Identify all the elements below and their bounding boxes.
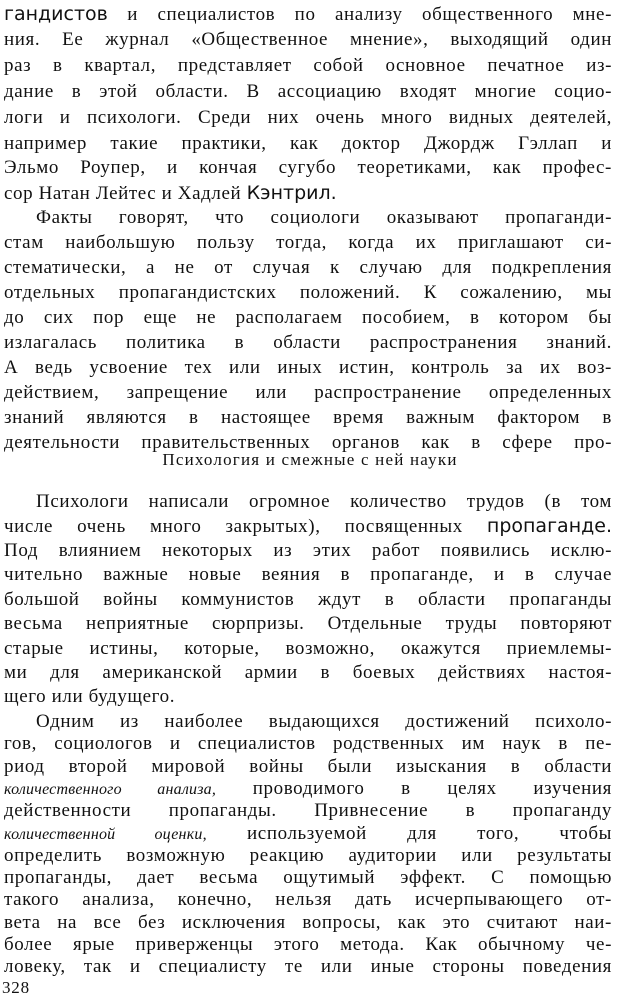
text-line: гов, социологов и специалистов родственных им наук в пе- (4, 733, 612, 755)
text-line: действием, запрещение или распространение определенных (4, 382, 612, 403)
text-line: определить возможную реакцию аудитории или результаты (4, 844, 612, 866)
text-line: знаний являются в настоящее время важным фактором в (4, 407, 612, 428)
text-line: до сих пор еще не располагаем пособием, в котором бы (4, 307, 612, 328)
text-line: Под влиянием некоторых из этих работ появились исклю- (4, 540, 612, 561)
text-line (4, 822, 612, 846)
text-line: Психологи написали огромное количество трудов (в том (36, 491, 612, 512)
text-line (4, 2, 612, 26)
text-fragment: сор Натан Лейтес и Хадлей (4, 183, 247, 204)
text-line: щего или будущего. (4, 686, 176, 707)
text-line: А ведь усвоение тех или иных истин, контроль за их воз- (4, 357, 612, 378)
text-fragment: проводимого в целях изучения (216, 777, 612, 799)
text-line: раз в квартал, представляет собой основное печатное из- (4, 55, 612, 76)
text-line: чительно важные новые веяния в пропаганде, и в случае (4, 564, 612, 585)
text-line: более ярые приверженцы этого метода. Как обычному че- (4, 934, 612, 955)
section-heading: Психология и смежные с ней науки (162, 450, 458, 469)
text-line: деятельности правительственных органов как в сфере про- (4, 432, 612, 453)
text-line: Эльмо Роупер, и кончая сугубо теоретиками, как профес- (4, 157, 612, 178)
text-line: отдельных пропагандистских положений. К сожалению, мы (4, 282, 612, 303)
text-fragment: числе очень много закрытых), посвященных (4, 516, 487, 537)
text-line: логи и психологи. Среди них очень много видных деятелей, (4, 107, 612, 128)
text-line: большой войны коммунистов ждут в области пропаганды (4, 589, 612, 610)
text-line: стам наибольшую пользу тогда, когда их приглашают си- (4, 232, 612, 253)
text-line (4, 777, 612, 801)
text-line: такого анализа, конечно, нельзя дать исчерпывающего от- (4, 889, 612, 911)
text-line: стематически, а не от случая к случаю для подкрепления (4, 257, 612, 278)
text-line: пропаганды, дает весьма ощутимый эффект. С помощью (4, 867, 612, 889)
text-line: вета на все без исключения вопросы, как это считают наи- (4, 911, 612, 933)
text-line: ловеку, так и специалисту те или иные стороны поведения (4, 956, 612, 978)
text-line: Одним из наиболее выдающихся достижений психоло- (36, 711, 612, 732)
text-fragment-large: гандистов (4, 3, 108, 25)
italic-term: количественного анализа, (4, 780, 217, 798)
text-line: например такие практики, как доктор Джордж Гэллап и (4, 133, 612, 154)
text-line (4, 181, 612, 205)
text-line: дание в этой области. В ассоциацию входят многие социо- (4, 81, 612, 102)
italic-term: количественной оценки, (4, 825, 207, 843)
text-fragment-large: Кэнтрил. (246, 182, 337, 204)
text-fragment: используемой для того, чтобы (206, 822, 612, 844)
text-line: действенности пропаганды. Привнесение в пропаганду (4, 800, 612, 822)
text-line: риод второй мировой войны были изыскания в области (4, 755, 612, 777)
text-line: ми для американской армии в боевых действиях настоя- (4, 662, 612, 683)
text-line: старые истины, которые, возможно, окажутся приемлемы- (4, 638, 612, 659)
text-line: Факты говорят, что социологи оказывают пропаганди- (36, 207, 612, 228)
text-fragment-large: пропаганде. (486, 515, 612, 537)
text-line (4, 514, 612, 538)
page-number: 328 (2, 978, 30, 997)
text-line: весьма неприятные сюрпризы. Отдельные труды повторяют (4, 613, 612, 634)
text-line: ния. Ее журнал «Общественное мнение», выходящий один (4, 29, 612, 50)
text-fragment: и специалистов по анализу общественного мне- (107, 4, 612, 25)
text-line: излагалась политика в области распространения знаний. (4, 332, 612, 353)
